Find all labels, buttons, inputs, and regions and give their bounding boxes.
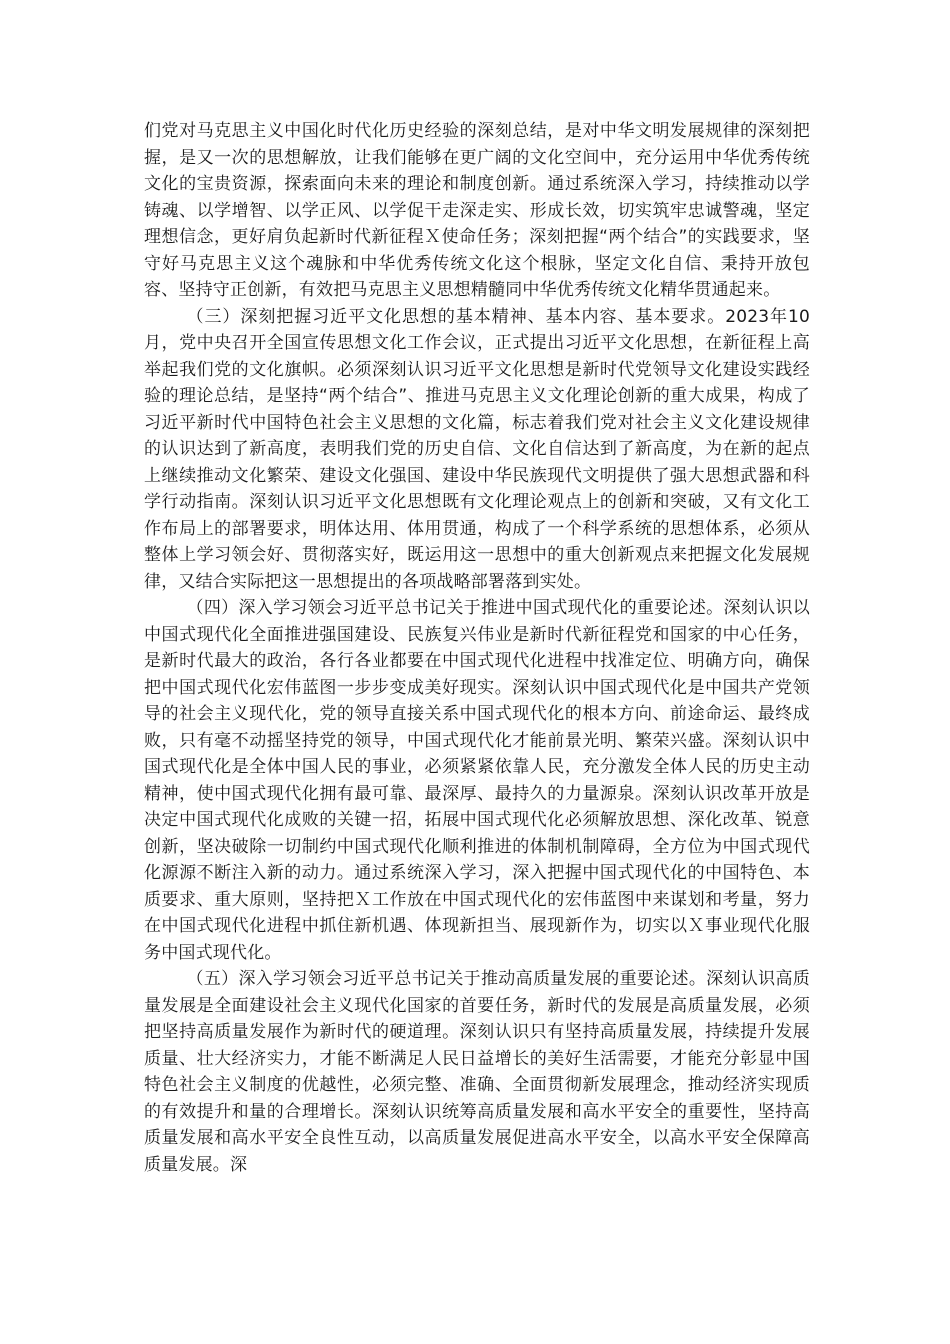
document-page: [144, 118, 810, 1178]
paragraph-continuation: 们党对马克思主义中国化时代化历史经验的深刻总结，是对中华文明发展规律的深刻把握，是又一次的思想解放，让我们能够在更广阔的文化空间中，充分运用中华优秀传统文化的宝贵资源，探索面向未来的理论和制度创新。通过系统深入学习，持续推动以学铸魂、以学增智、以学正风、以学促干走深走实、形成长效，切实筑牢忠诚警魂，坚定理想信念，更好肩负起新时代新征程Ｘ使命任务；深刻把握“两个结合”的实践要求，坚守好马克思主义这个魂脉和中华优秀传统文化这个根脉，坚定文化自信、秉持开放包容、坚持守正创新，有效把马克思主义思想精髓同中华优秀传统文化精华贯通起来。: [144, 121, 810, 300]
paragraph-section-3: （三）深刻把握习近平文化思想的基本精神、基本内容、基本要求。2023年10月，党中央召开全国宣传思想文化工作会议，正式提出习近平文化思想，在新征程上高举起我们党的文化旗帜。必须深刻认识习近平文化思想是新时代党领导文化建设实践经验的理论总结，是坚持“两个结合”、推进马克思主义文化理论创新的重大成果，构成了习近平新时代中国特色社会主义思想的文化篇，标志着我们党对社会主义文化建设规律的认识达到了新高度，表明我们党的历史自信、文化自信达到了新高度，为在新的起点上继续推动文化繁荣、建设文化强国、建设中华民族现代文明提供了强大思想武器和科学行动指南。深刻认识习近平文化思想既有文化理论观点上的创新和突破，又有文化工作布局上的部署要求，明体达用、体用贯通，构成了一个科学系统的思想体系，必须从整体上学习领会好、贯彻落实好，既运用这一思想中的重大创新观点来把握文化发展规律，又结合实际把这一思想提出的各项战略部署落到实处。: [144, 306, 810, 592]
paragraph-section-5: （五）深入学习领会习近平总书记关于推动高质量发展的重要论述。深刻认识高质量发展是全面建设社会主义现代化国家的首要任务，新时代的发展是高质量发展，必须把坚持高质量发展作为新时代的硬道理。深刻认识只有坚持高质量发展，持续提升发展质量、壮大经济实力，才能不断满足人民日益增长的美好生活需要，才能充分彰显中国特色社会主义制度的优越性，必须完整、准确、全面贯彻新发展理念，推动经济实现质的有效提升和量的合理增长。深刻认识统筹高质量发展和高水平安全的重要性，坚持高质量发展和高水平安全良性互动，以高质量发展促进高水平安全，以高水平安全保障高质量发展。深: [144, 969, 810, 1175]
paragraph-section-4: （四）深入学习领会习近平总书记关于推进中国式现代化的重要论述。深刻认识以中国式现代化全面推进强国建设、民族复兴伟业是新时代新征程党和国家的中心任务，是新时代最大的政治，各行各业都要在中国式现代化进程中找准定位、明确方向，确保把中国式现代化宏伟蓝图一步步变成美好现实。深刻认识中国式现代化是中国共产党领导的社会主义现代化，党的领导直接关系中国式现代化的根本方向、前途命运、最终成败，只有毫不动摇坚持党的领导，中国式现代化才能前景光明、繁荣兴盛。深刻认识中国式现代化是全体中国人民的事业，必须紧紧依靠人民，充分激发全体人民的历史主动精神，使中国式现代化拥有最可靠、最深厚、最持久的力量源泉。深刻认识改革开放是决定中国式现代化成败的关键一招，拓展中国式现代化必须解放思想、深化改革、锐意创新，坚决破除一切制约中国式现代化顺利推进的体制机制障碍，全方位为中国式现代化源源不断注入新的动力。通过系统深入学习，深入把握中国式现代化的中国特色、本质要求、重大原则，坚持把Ｘ工作放在中国式现代化的宏伟蓝图中来谋划和考量，努力在中国式现代化进程中抓住新机遇、体现新担当、展现新作为，切实以Ｘ事业现代化服务中国式现代化。: [144, 598, 810, 963]
